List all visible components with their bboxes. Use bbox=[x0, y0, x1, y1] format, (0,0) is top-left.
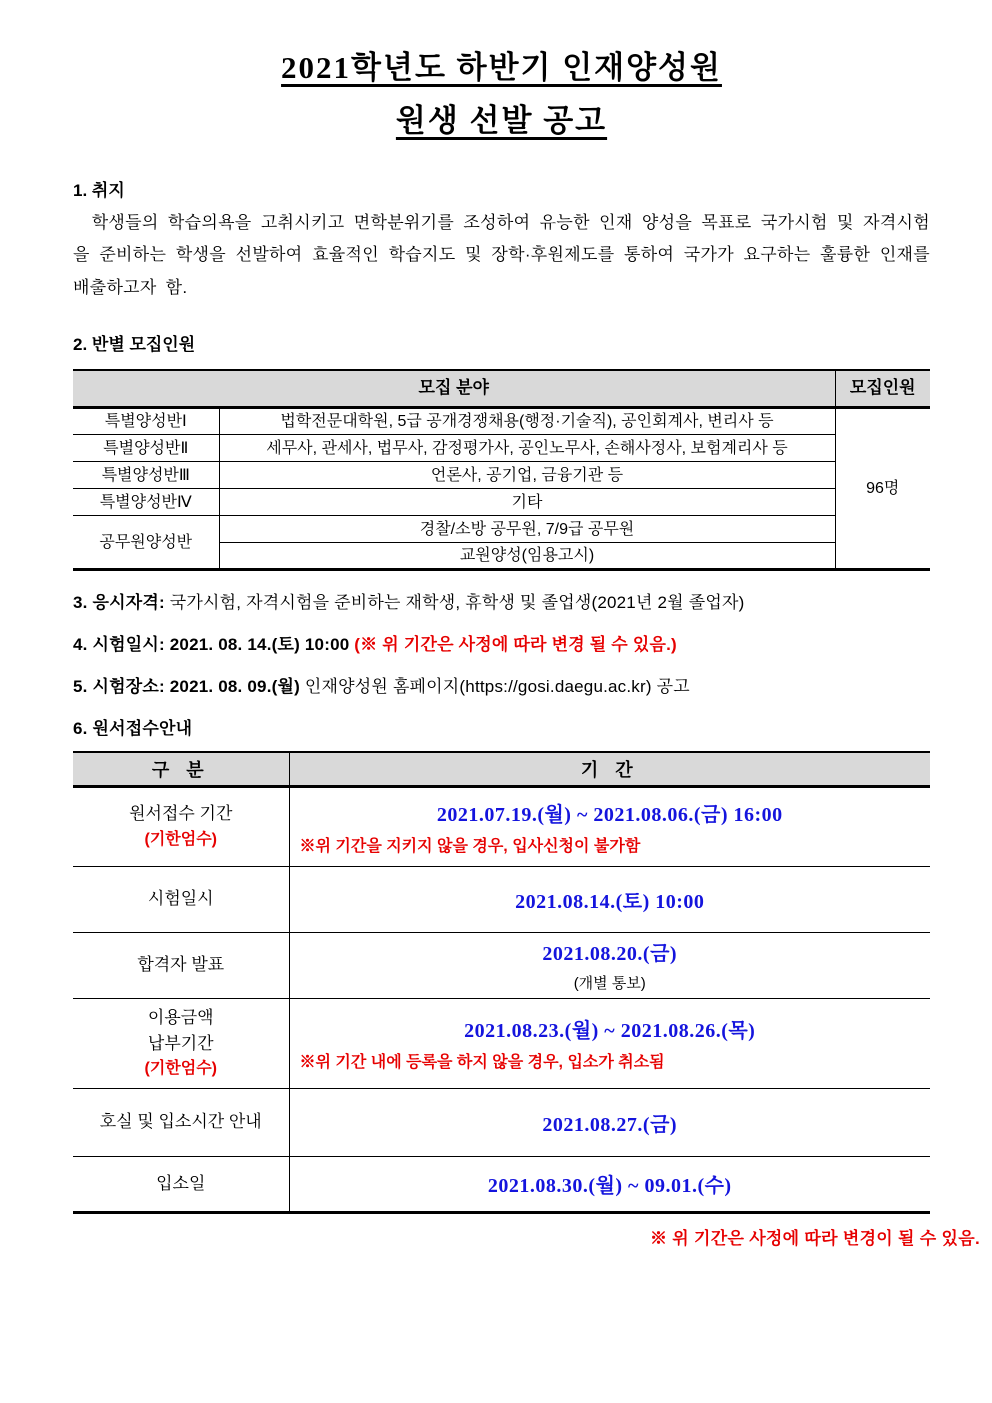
title-line-1: 2021학년도 하반기 인재양성원 bbox=[281, 50, 722, 85]
title-line-2: 원생 선발 공고 bbox=[395, 103, 608, 138]
schedule-date-value: 2021.08.20.(금) bbox=[542, 943, 678, 966]
class-label: 공무원양성반 bbox=[73, 516, 219, 570]
schedule-table-header bbox=[73, 752, 930, 786]
schedule-value-cell bbox=[289, 932, 930, 998]
recruitment-header-field: 모집 분야 bbox=[73, 370, 835, 408]
table-row bbox=[73, 1088, 930, 1156]
schedule-label-line2: 납부기간 bbox=[147, 1033, 214, 1053]
class-field: 기타 bbox=[219, 489, 835, 516]
schedule-label: 호실 및 입소시간 안내 bbox=[73, 1088, 289, 1156]
schedule-date-value: 2021.08.14.(토) 10:00 bbox=[515, 890, 705, 913]
section-4-warning: (※ 위 기간은 사정에 따라 변경 될 수 있음.) bbox=[354, 635, 677, 655]
schedule-header-category: 구 분 bbox=[73, 752, 289, 786]
schedule-value-cell bbox=[289, 866, 930, 932]
schedule-label-text: 원서접수 기간 bbox=[129, 804, 233, 824]
schedule-header-period: 기 간 bbox=[289, 752, 930, 786]
schedule-date-value: 2021.07.19.(월) ~ 2021.08.06.(금) 16:00 bbox=[436, 803, 783, 826]
total-count-cell: 96명 bbox=[835, 408, 930, 570]
section-5-prefix: 5. 시험장소: 2021. 08. 09.(월) bbox=[73, 677, 300, 697]
section-5-line bbox=[73, 672, 930, 697]
section-3-text: 국가시험, 자격시험을 준비하는 재학생, 휴학생 및 졸업생(2021년 2월 졸업자) bbox=[164, 593, 745, 613]
schedule-label: 시험일시 bbox=[73, 866, 289, 932]
recruitment-table-header bbox=[73, 370, 930, 408]
class-label: 특별양성반Ⅱ bbox=[73, 435, 219, 462]
section-2-heading: 2. 반별 모집인원 bbox=[73, 334, 196, 354]
table-row bbox=[73, 998, 930, 1088]
schedule-value-cell bbox=[289, 786, 930, 866]
class-field: 법학전문대학원, 5급 공개경쟁채용(행정·기술직), 공인회계사, 변리사 등 bbox=[219, 408, 835, 435]
table-row bbox=[73, 786, 930, 866]
section-3-prefix: 3. 응시자격: bbox=[73, 593, 165, 613]
schedule-table bbox=[73, 751, 930, 1214]
class-field: 세무사, 관세사, 법무사, 감정평가사, 공인노무사, 손해사정사, 보험계리사 등 bbox=[219, 435, 835, 462]
table-row bbox=[73, 866, 930, 932]
footer-change-notice: ※ 위 기간은 사정에 따라 변경이 될 수 있음. bbox=[649, 1228, 980, 1248]
section-3-line bbox=[73, 588, 930, 613]
table-row bbox=[73, 435, 930, 462]
schedule-warning: ※위 기간 내에 등록을 하지 않을 경우, 입소가 취소됨 bbox=[299, 1054, 665, 1072]
schedule-date-value: 2021.08.27.(금) bbox=[542, 1113, 678, 1136]
schedule-label: 입소일 bbox=[73, 1156, 289, 1212]
section-4-line bbox=[73, 630, 930, 655]
schedule-value-cell bbox=[289, 998, 930, 1088]
class-label: 특별양성반Ⅳ bbox=[73, 489, 219, 516]
section-1-heading: 1. 취지 bbox=[73, 181, 125, 200]
schedule-date-value: 2021.08.23.(월) ~ 2021.08.26.(목) bbox=[464, 1020, 756, 1043]
table-row bbox=[73, 516, 930, 543]
schedule-label-line1: 이용금액 bbox=[147, 1007, 214, 1027]
schedule-warning: ※위 기간을 지키지 않을 경우, 입사신청이 불가함 bbox=[299, 837, 641, 855]
section-4-prefix: 4. 시험일시: 2021. 08. 14.(토) 10:00 bbox=[73, 635, 355, 655]
section-1-body: 학생들의 학습의욕을 고취시키고 면학분위기를 조성하여 유능한 인재 양성을 목표로 국가시험 및 자격시험을 준비하는 학생을 선발하여 효율적인 학습지도 및 장학·후원제도를 통하여 국가가 요구하는 훌륭한 인재를 배출하고자 함. bbox=[73, 213, 930, 297]
document-title bbox=[73, 52, 930, 136]
schedule-value-cell bbox=[289, 1088, 930, 1156]
table-row bbox=[73, 489, 930, 516]
schedule-label bbox=[73, 786, 289, 866]
section-6-heading: 6. 원서접수안내 bbox=[73, 719, 193, 739]
recruitment-table bbox=[73, 369, 930, 572]
schedule-label: 합격자 발표 bbox=[73, 932, 289, 998]
schedule-label bbox=[73, 998, 289, 1088]
table-row bbox=[73, 462, 930, 489]
schedule-label-note: (기한엄수) bbox=[144, 830, 217, 848]
schedule-subvalue: (개별 통보) bbox=[573, 975, 646, 993]
class-field: 경찰/소방 공무원, 7/9급 공무원 bbox=[219, 516, 835, 543]
table-row bbox=[73, 932, 930, 998]
class-label: 특별양성반Ⅲ bbox=[73, 462, 219, 489]
schedule-date-value: 2021.08.30.(월) ~ 09.01.(수) bbox=[487, 1175, 732, 1198]
class-field: 교원양성(임용고시) bbox=[219, 543, 835, 570]
section-5-text: 인재양성원 홈페이지(https://gosi.daegu.ac.kr) 공고 bbox=[299, 677, 690, 697]
class-field: 언론사, 공기업, 금융기관 등 bbox=[219, 462, 835, 489]
table-row bbox=[73, 1156, 930, 1212]
recruitment-header-count: 모집인원 bbox=[835, 370, 930, 408]
schedule-value-cell bbox=[289, 1156, 930, 1212]
class-label: 특별양성반Ⅰ bbox=[73, 408, 219, 435]
schedule-label-note: (기한엄수) bbox=[144, 1060, 217, 1078]
table-row bbox=[73, 408, 930, 435]
